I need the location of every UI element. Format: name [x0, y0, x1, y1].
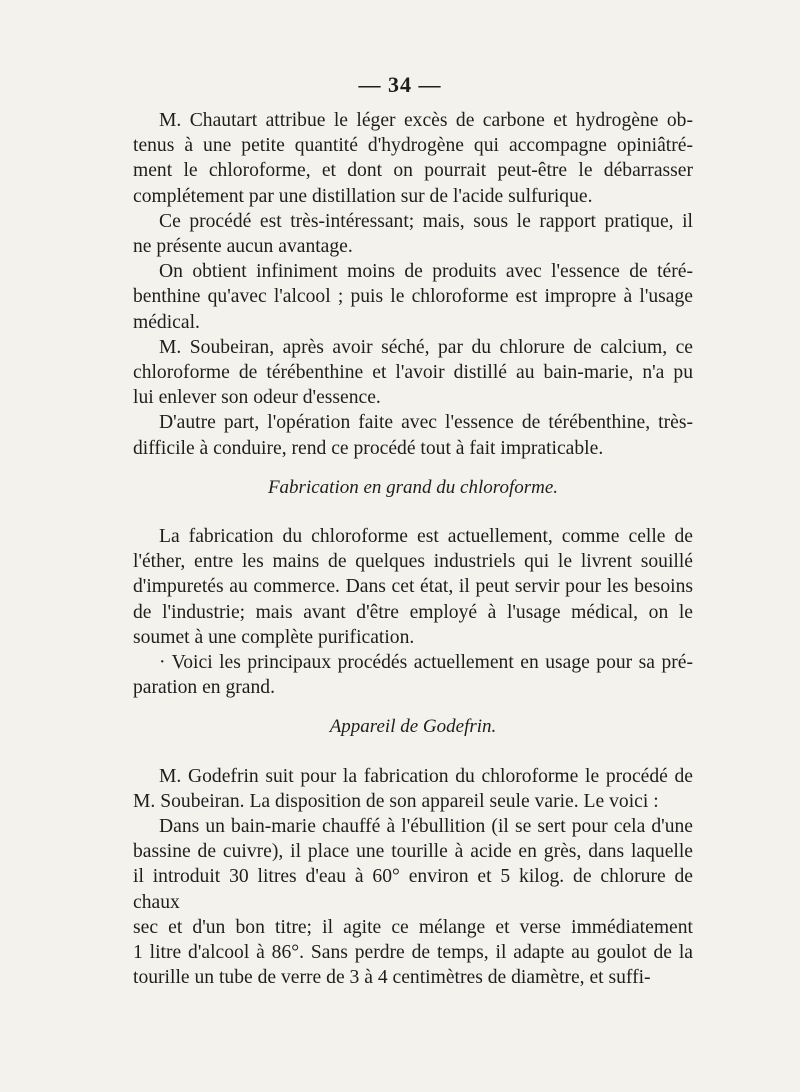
text-line: Ce procédé est très-intéressant; mais, sous le rapport pratique, il: [159, 210, 693, 232]
text-line: ne présente aucun avantage.: [133, 236, 353, 258]
text-line: D'autre part, l'opération faite avec l'essence de térébenthine, très-: [159, 412, 693, 434]
text-line: La fabrication du chloroforme est actuellement, comme celle de: [159, 526, 693, 548]
page-number: — 34 —: [358, 72, 442, 97]
text-line: 1 litre d'alcool à 86°. Sans perdre de temps, il adapte au goulot de la: [133, 942, 693, 964]
text-line: il introduit 30 litres d'eau à 60° environ et 5 kilog. de chlorure de chaux: [133, 866, 693, 913]
text-line: · Voici les principaux procédés actuellement en usage pour sa pré-: [159, 652, 693, 674]
text-line: M. Soubeiran, après avoir séché, par du chlorure de calcium, ce: [159, 336, 693, 358]
paragraph: [133, 108, 693, 209]
text-line: Dans un bain-marie chauffé à l'ébullition (il se sert pour cela d'une: [159, 816, 693, 838]
paragraph: [133, 335, 693, 411]
paragraph: [133, 524, 693, 650]
text-line: benthine qu'avec l'alcool ; puis le chloroforme est impropre à l'usage: [133, 286, 693, 308]
text-line: ment le chloroforme, et dont on pourrait peut-être le débarrasser: [133, 160, 693, 182]
paragraph: [133, 650, 693, 700]
text-line: M. Godefrin suit pour la fabrication du chloroforme le procédé de: [159, 765, 693, 787]
text-line: médical.: [133, 311, 200, 333]
text-line: d'impuretés au commerce. Dans cet état, il peut servir pour les besoins: [133, 576, 693, 598]
text-line: M. Soubeiran. La disposition de son appareil seule varie. Le voici :: [133, 790, 659, 812]
paragraph: [133, 764, 693, 814]
paragraph: [133, 209, 693, 259]
text-line: M. Chautart attribue le léger excès de carbone et hydrogène ob-: [159, 110, 693, 131]
text-line: soumet à une complète purification.: [133, 626, 415, 648]
text-line: complétement par une distillation sur de l'acide sulfurique.: [133, 185, 593, 207]
text-line: chloroforme de térébenthine et l'avoir distillé au bain-marie, n'a pu: [133, 362, 693, 384]
text-line: bassine de cuivre), il place une tourille à acide en grès, dans laquelle: [133, 841, 693, 863]
text-line: de l'industrie; mais avant d'être employé à l'usage médical, on le: [133, 601, 693, 623]
section-godefrin: [133, 764, 693, 991]
text-line: paration en grand.: [133, 677, 275, 699]
section-heading-fabrication: Fabrication en grand du chloroforme.: [267, 476, 559, 498]
section-heading-godefrin: Appareil de Godefrin.: [329, 716, 497, 738]
text-line: sec et d'un bon titre; il agite ce mélange et verse immédiatement: [133, 916, 693, 938]
text-line: tenus à une petite quantité d'hydrogène qui accompagne opiniâtré-: [133, 135, 693, 157]
text-line: lui enlever son odeur d'essence.: [133, 387, 381, 409]
text-line: difficile à conduire, rend ce procédé tout à fait impraticable.: [133, 437, 604, 459]
text-line: On obtient infiniment moins de produits avec l'essence de téré-: [159, 261, 693, 283]
section-fabrication: [133, 524, 693, 700]
body-text: [133, 108, 693, 991]
paragraph: [133, 814, 693, 990]
text-line: tourille un tube de verre de 3 à 4 centimètres de diamètre, et suffi-: [133, 967, 651, 989]
paragraph: [133, 259, 693, 335]
section-intro: [133, 108, 693, 461]
text-line: l'éther, entre les mains de quelques industriels qui le livrent souillé: [133, 551, 693, 573]
paragraph: [133, 410, 693, 460]
